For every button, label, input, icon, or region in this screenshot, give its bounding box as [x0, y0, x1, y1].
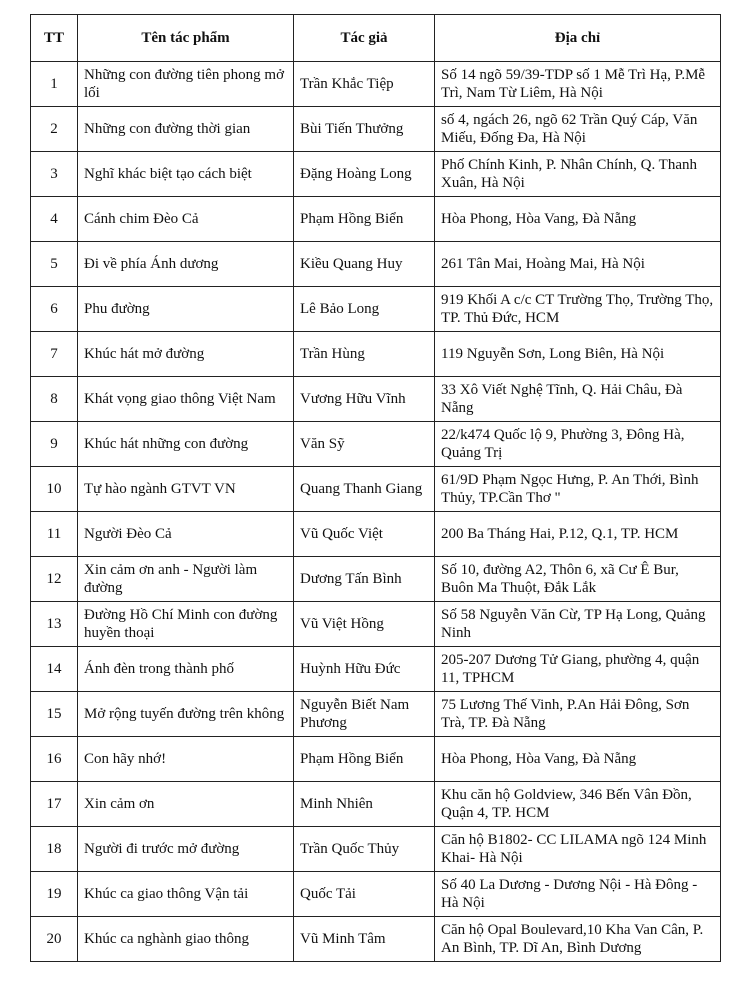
cell-title: Xin cảm ơn	[78, 782, 294, 827]
cell-title: Người đi trước mở đường	[78, 827, 294, 872]
table-row	[31, 692, 721, 737]
cell-author: Đặng Hoàng Long	[294, 152, 435, 197]
cell-address: 119 Nguyễn Sơn, Long Biên, Hà Nội	[435, 332, 721, 377]
cell-title: Khúc hát những con đường	[78, 422, 294, 467]
cell-address: 205-207 Dương Tử Giang, phường 4, quận 11, TPHCM	[435, 647, 721, 692]
cell-author: Vũ Minh Tâm	[294, 917, 435, 962]
cell-author: Quang Thanh Giang	[294, 467, 435, 512]
header-address: Địa chỉ	[435, 15, 721, 62]
cell-tt: 10	[31, 467, 78, 512]
cell-title: Khúc hát mở đường	[78, 332, 294, 377]
table-row	[31, 107, 721, 152]
cell-tt: 8	[31, 377, 78, 422]
cell-address: Hòa Phong, Hòa Vang, Đà Nẵng	[435, 197, 721, 242]
cell-author: Trần Khắc Tiệp	[294, 62, 435, 107]
table-row	[31, 422, 721, 467]
cell-tt: 13	[31, 602, 78, 647]
cell-tt: 4	[31, 197, 78, 242]
cell-tt: 7	[31, 332, 78, 377]
cell-tt: 15	[31, 692, 78, 737]
cell-tt: 1	[31, 62, 78, 107]
cell-address: 200 Ba Tháng Hai, P.12, Q.1, TP. HCM	[435, 512, 721, 557]
cell-title: Nghĩ khác biệt tạo cách biệt	[78, 152, 294, 197]
cell-title: Đường Hồ Chí Minh con đường huyền thoại	[78, 602, 294, 647]
cell-address: 919 Khối A c/c CT Trường Thọ, Trường Thọ, TP. Thủ Đức, HCM	[435, 287, 721, 332]
table-row	[31, 827, 721, 872]
cell-author: Dương Tấn Bình	[294, 557, 435, 602]
cell-title: Con hãy nhớ!	[78, 737, 294, 782]
cell-tt: 3	[31, 152, 78, 197]
cell-tt: 18	[31, 827, 78, 872]
table-row	[31, 197, 721, 242]
cell-author: Vũ Quốc Việt	[294, 512, 435, 557]
table-row	[31, 737, 721, 782]
cell-address: Khu căn hộ Goldview, 346 Bến Vân Đồn, Quận 4, TP. HCM	[435, 782, 721, 827]
cell-address: Số 40 La Dương - Dương Nội - Hà Đông - Hà Nội	[435, 872, 721, 917]
cell-tt: 12	[31, 557, 78, 602]
table-row	[31, 287, 721, 332]
cell-author: Trần Quốc Thủy	[294, 827, 435, 872]
cell-tt: 16	[31, 737, 78, 782]
cell-address: Căn hộ Opal Boulevard,10 Kha Van Cân, P. An Bình, TP. Dĩ An, Bình Dương	[435, 917, 721, 962]
header-title: Tên tác phẩm	[78, 15, 294, 62]
cell-title: Khúc ca giao thông Vận tải	[78, 872, 294, 917]
cell-author: Phạm Hồng Biển	[294, 197, 435, 242]
cell-title: Cánh chim Đèo Cả	[78, 197, 294, 242]
cell-author: Phạm Hồng Biển	[294, 737, 435, 782]
cell-address: Số 14 ngõ 59/39-TDP số 1 Mễ Trì Hạ, P.Mễ Trì, Nam Từ Liêm, Hà Nội	[435, 62, 721, 107]
cell-title: Xin cảm ơn anh - Người làm đường	[78, 557, 294, 602]
table-row	[31, 557, 721, 602]
cell-title: Ánh đèn trong thành phố	[78, 647, 294, 692]
cell-tt: 17	[31, 782, 78, 827]
cell-tt: 6	[31, 287, 78, 332]
cell-title: Những con đường thời gian	[78, 107, 294, 152]
cell-author: Bùi Tiến Thưởng	[294, 107, 435, 152]
cell-tt: 19	[31, 872, 78, 917]
cell-author: Quốc Tải	[294, 872, 435, 917]
cell-title: Mở rộng tuyến đường trên không	[78, 692, 294, 737]
cell-address: 261 Tân Mai, Hoàng Mai, Hà Nội	[435, 242, 721, 287]
cell-address: số 4, ngách 26, ngõ 62 Trần Quý Cáp, Văn Miếu, Đống Đa, Hà Nội	[435, 107, 721, 152]
cell-address: Hòa Phong, Hòa Vang, Đà Nẵng	[435, 737, 721, 782]
cell-address: 61/9D Phạm Ngọc Hưng, P. An Thới, Bình Thủy, TP.Cần Thơ "	[435, 467, 721, 512]
cell-tt: 14	[31, 647, 78, 692]
cell-address: 33 Xô Viết Nghệ Tĩnh, Q. Hải Châu, Đà Nẵng	[435, 377, 721, 422]
table-row	[31, 782, 721, 827]
header-tt: TT	[31, 15, 78, 62]
cell-address: 22/k474 Quốc lộ 9, Phường 3, Đông Hà, Quảng Trị	[435, 422, 721, 467]
table-row	[31, 512, 721, 557]
header-row	[31, 15, 721, 62]
cell-author: Văn Sỹ	[294, 422, 435, 467]
table-row	[31, 242, 721, 287]
cell-title: Tự hào ngành GTVT VN	[78, 467, 294, 512]
cell-title: Đi về phía Ánh dương	[78, 242, 294, 287]
cell-author: Vương Hữu Vĩnh	[294, 377, 435, 422]
cell-title: Phu đường	[78, 287, 294, 332]
cell-address: Số 10, đường A2, Thôn 6, xã Cư Ê Bur, Buôn Ma Thuột, Đắk Lắk	[435, 557, 721, 602]
cell-author: Trần Hùng	[294, 332, 435, 377]
cell-author: Minh Nhiên	[294, 782, 435, 827]
table-row	[31, 152, 721, 197]
cell-author: Vũ Việt Hồng	[294, 602, 435, 647]
table-row	[31, 377, 721, 422]
table-row	[31, 647, 721, 692]
cell-title: Khúc ca nghành giao thông	[78, 917, 294, 962]
table-row	[31, 872, 721, 917]
cell-tt: 11	[31, 512, 78, 557]
cell-address: Số 58 Nguyễn Văn Cừ, TP Hạ Long, Quảng Ninh	[435, 602, 721, 647]
table-row	[31, 917, 721, 962]
cell-address: 75 Lương Thế Vinh, P.An Hải Đông, Sơn Trà, TP. Đà Nẵng	[435, 692, 721, 737]
entries-table	[30, 14, 721, 962]
table-body	[31, 62, 721, 962]
cell-address: Căn hộ B1802- CC LILAMA ngõ 124 Minh Khai- Hà Nội	[435, 827, 721, 872]
table-row	[31, 332, 721, 377]
cell-tt: 5	[31, 242, 78, 287]
cell-title: Những con đường tiên phong mở lối	[78, 62, 294, 107]
cell-address: Phố Chính Kinh, P. Nhân Chính, Q. Thanh Xuân, Hà Nội	[435, 152, 721, 197]
cell-author: Lê Bảo Long	[294, 287, 435, 332]
table-row	[31, 602, 721, 647]
cell-title: Người Đèo Cả	[78, 512, 294, 557]
cell-tt: 2	[31, 107, 78, 152]
cell-author: Huỳnh Hữu Đức	[294, 647, 435, 692]
table-row	[31, 62, 721, 107]
table-row	[31, 467, 721, 512]
cell-title: Khát vọng giao thông Việt Nam	[78, 377, 294, 422]
cell-tt: 9	[31, 422, 78, 467]
cell-tt: 20	[31, 917, 78, 962]
cell-author: Kiều Quang Huy	[294, 242, 435, 287]
header-author: Tác giả	[294, 15, 435, 62]
cell-author: Nguyễn Biết Nam Phương	[294, 692, 435, 737]
